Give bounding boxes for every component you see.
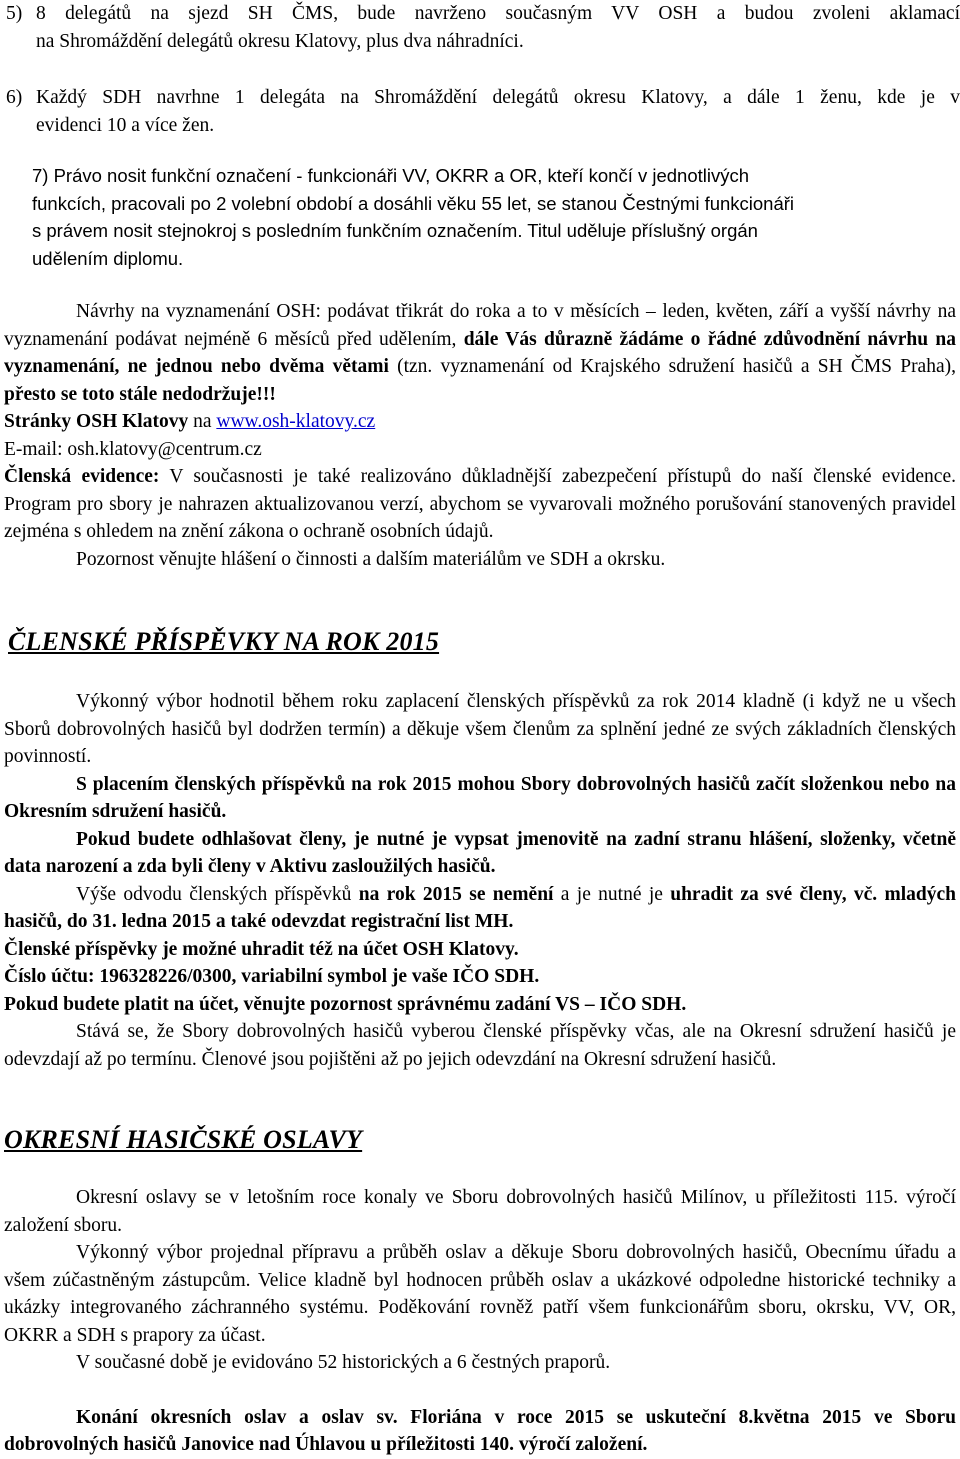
website-line xyxy=(4,408,956,436)
list-text: na Shromáždění delegátů okresu Klatovy, plus dva náhradníci. xyxy=(36,30,524,52)
fees-paragraph-4 xyxy=(4,881,956,936)
fees-paragraph-1: Výkonný výbor hodnotil během roku zaplacení členských příspěvků za rok 2014 kladně (i když ne u všech Sborů dobrovolných hasičů byl dodržen termín) a děkuje všem členům za splnění jedné ze svých základních členských povinností. xyxy=(4,691,956,767)
attention-line: Pozornost věnujte hlášení o činnosti a dalším materiálům ve SDH a okrsku. xyxy=(76,548,666,570)
fees-emphasis: na rok 2015 se nemění xyxy=(358,883,554,905)
fees-paragraph-7: Pokud budete platit na účet, věnujte pozornost správnému zadání VS – IČO SDH. xyxy=(4,993,687,1015)
awards-text: (tzn. vyznamenání od Krajského sdružení hasičů a SH ČMS Praha), xyxy=(388,356,956,377)
fees-text: a je nutné je xyxy=(553,883,671,905)
evidence-label: Členská evidence: xyxy=(4,466,160,487)
awards-text: Návrhy na vyznamenání OSH: podávat třikrát do roka a to v měsících – leden, květen, září a vyšší návrhy na vyznamenání podávat nejméně 6 měsíců před udělením, xyxy=(4,301,956,350)
fees-emphasis: uhradit za své členy, vč. mladých hasičů, do 31. ledna 2015 a také odevzdat registrační list MH. xyxy=(4,883,957,932)
evidence-text: V současnosti je také realizováno důkladnější zabezpečení přístupů do naší členské evidence. Program pro sbory je nahrazen aktualizovanou verzí, abychom se vyvarovali možného porušování stanovených pravidel zejména s ohledem na znění zákona o ochraně osobních údajů. xyxy=(4,466,956,542)
celebrations-paragraph-1: Okresní oslavy se v letošním roce konaly ve Sboru dobrovolných hasičů Milínov, u příležitosti 115. výročí založení sboru. xyxy=(4,1187,956,1236)
list-text: 7) Právo nosit funkční označení - funkcionáři VV, OKRR a OR, kteří končí v jednotlivých xyxy=(32,165,750,186)
fees-account-number: Číslo účtu: 196328226/0300, variabilní symbol je vaše IČO SDH. xyxy=(4,966,540,987)
list-item-7 xyxy=(0,162,960,272)
fees-paragraph-3: Pokud budete odhlašovat členy, je nutné je vypsat jmenovitě na zadní stranu hlášení, složenky, včetně data narození a zda byli členy v Aktivu zasloužilých hasičů. xyxy=(4,828,956,877)
fees-text: Výše odvodu členských příspěvků xyxy=(76,883,359,905)
list-text: s právem nosit stejnokroj s posledním funkčním označením. Titul uděluje příslušný orgán xyxy=(32,220,758,241)
celebrations-paragraph-4: Konání okresních oslav a oslav sv. Floriána v roce 2015 se uskuteční 8.května 2015 ve Sboru dobrovolných hasičů Janovice nad Úhlavou u příležitosti 140. výročí založení. xyxy=(4,1406,956,1455)
list-number: 5) xyxy=(6,3,23,24)
list-text: funkcích, pracovali po 2 volební období a dosáhli věku 55 let, se stanou Čestnými funkcionáři xyxy=(32,192,795,214)
list-number: 6) xyxy=(6,87,23,108)
fees-paragraph-8: Stává se, že Sbory dobrovolných hasičů vyberou členské příspěvky včas, ale na Okresní sdružení hasičů je odevzdají až po termínu. Členové jsou pojištěni až po jejich odevzdání na Okresní sdružení hasičů. xyxy=(4,1021,956,1070)
website-label: Stránky OSH Klatovy xyxy=(4,411,189,432)
list-text: udělením diplomu. xyxy=(32,247,184,269)
list-text: evidenci 10 a více žen. xyxy=(36,114,215,136)
awards-emphasis: dále Vás důrazně žádáme o řádné zdůvodnění návrhu na vyznamenání, ne jednou nebo dvěma větami xyxy=(4,328,956,377)
fees-paragraph-5: Členské příspěvky je možné uhradit též na účet OSH Klatovy. xyxy=(4,938,519,960)
fees-section xyxy=(4,626,956,1073)
list-text: Každý SDH navrhne 1 delegáta na Shromáždění delegátů okresu Klatovy, a dále 1 ženu, kde je v xyxy=(36,87,960,108)
list-item-6 xyxy=(0,84,960,139)
celebrations-heading: OKRESNÍ HASIČSKÉ OSLAVY xyxy=(4,1125,363,1154)
awards-warning: přesto se toto stále nedodržuje!!! xyxy=(4,383,276,405)
celebrations-paragraph-3: V současné době je evidováno 52 historických a 6 čestných praporů. xyxy=(76,1352,611,1373)
list-item-5 xyxy=(0,0,960,55)
fees-heading: ČLENSKÉ PŘÍSPĚVKY NA ROK 2015 xyxy=(8,627,440,656)
website-connector: na xyxy=(188,411,217,432)
awards-paragraph xyxy=(4,298,956,408)
celebrations-section xyxy=(4,1124,956,1459)
email-line: E-mail: osh.klatovy@centrum.cz xyxy=(4,438,262,460)
evidence-paragraph xyxy=(4,463,956,546)
fees-paragraph-2: S placením členských příspěvků na rok 2015 mohou Sbory dobrovolných hasičů začít složenkou nebo na Okresním sdružení hasičů. xyxy=(4,773,956,822)
list-text: 8 delegátů na sjezd SH ČMS, bude navrženo současným VV OSH a budou zvoleni aklamací xyxy=(36,3,960,24)
website-link[interactable]: www.osh-klatovy.cz xyxy=(216,411,376,432)
celebrations-paragraph-2: Výkonný výbor projednal přípravu a průběh oslav a děkuje Sboru dobrovolných hasičů, Obecnímu úřadu a všem zúčastněným zástupcům. Velice kladně byl hodnocen průběh oslav a ukázkové odpoledne historické techniky a ukázky integrovaného záchranného systému. Poděkování rovněž patří všem funkcionářům sboru, okrsku, VV, OR, OKRR a SDH s prapory za účast. xyxy=(4,1242,956,1346)
awards-section xyxy=(4,298,956,573)
